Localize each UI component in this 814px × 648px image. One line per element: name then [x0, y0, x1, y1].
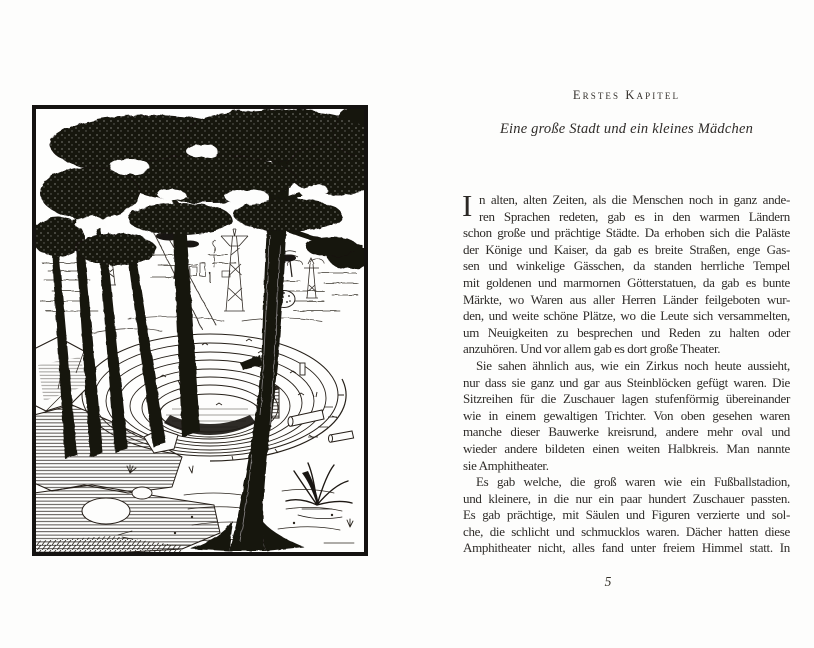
text-line: Sitzreihen für die Zuschauer lagen stufenförmig übereinander [463, 391, 790, 407]
text-line: n alten, alten Zeiten, als die Menschen noch in ganz ande- [479, 192, 790, 207]
text-line: den, und weite schöne Plätze, wo die Leute sich versammelten, [463, 308, 790, 324]
text-line: wie in einem gewaltigen Trichter. Von oben gesehen waren [463, 407, 790, 423]
chapter-illustration [32, 105, 368, 556]
text-line: der Könige und Kaiser, da gab es breite Straßen, enge Gas- [463, 241, 790, 257]
text-line: sen und winkelige Gässchen, da standen herrliche Tempel [463, 258, 790, 274]
paragraph [463, 358, 790, 474]
chapter-heading: Erstes Kapitel [572, 88, 681, 102]
text-line: Märkte, wo Waren aus aller Herren Länder feilgeboten wur- [463, 291, 790, 307]
text-line: und kleinere, in die nur ein paar hundert Zuschauer passten. [463, 490, 790, 506]
page-number: 5 [604, 574, 612, 589]
paragraph [462, 188, 790, 358]
text-line: mit goldenen und marmornen Götterstatuen, da gab es bunte [463, 274, 790, 290]
body-text [462, 188, 790, 557]
text-line: nur dass sie ganz und gar aus Steinblöcken gefügt waren. Die [463, 374, 790, 390]
text-line: wieder andere bildeten einen weiten Halbkreis. Man nannte [463, 440, 790, 456]
text-line: che, die schlicht und schmucklos waren. Dächer hatten diese [463, 523, 790, 539]
text-line: sie Amphitheater. [463, 457, 549, 473]
text-line: schon große und prächtige Städte. Da erhoben sich die Paläste [463, 225, 790, 241]
chapter-text-column [463, 0, 790, 648]
text-line: anzuhören. Und vor allem gab es dort große Theater. [463, 341, 721, 357]
text-line: Es gab welche, die groß waren wie ein Fußballstadion, [476, 474, 790, 490]
amphitheater-drawing [32, 105, 368, 556]
drop-cap: I [462, 188, 473, 223]
text-line: Es gab prächtige, mit Säulen und Figuren verzierte und sol- [463, 507, 790, 523]
text-line: Sie sahen ähnlich aus, wie ein Zirkus noch heute aussieht, [476, 357, 790, 373]
chapter-subtitle: Eine große Stadt und ein kleines Mädchen [499, 121, 754, 137]
text-line: ren Sprachen redeten, gab es in den warmen Ländern [479, 208, 790, 224]
text-line: Amphitheater nicht, alles fand unter freiem Himmel statt. In [463, 540, 790, 556]
text-line: manche dieser Bauwerke kreisrund, andere mehr oval und [463, 424, 790, 440]
paragraph [463, 474, 790, 557]
text-line: um Neuigkeiten zu besprechen und Reden zu halten oder [463, 324, 790, 340]
